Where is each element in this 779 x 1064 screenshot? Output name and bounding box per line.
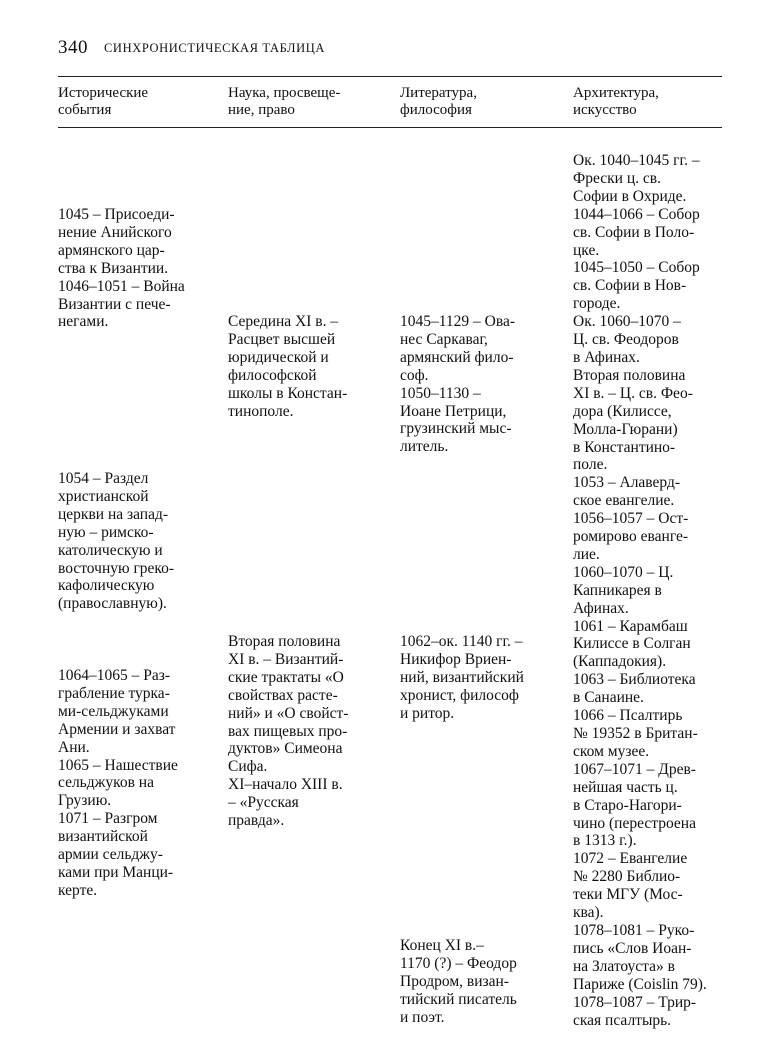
entry-line: армянский фило- xyxy=(400,348,514,366)
entry-line: Иоане Петрици, xyxy=(400,402,507,420)
entry-line: Фрески ц. св. xyxy=(573,169,661,187)
entry-line: Грузию. xyxy=(58,792,112,810)
entry-line: Вторая половина xyxy=(228,633,341,650)
entry-line: 1064–1065 – Раз- xyxy=(58,667,171,684)
entry-line: Ок. 1060–1070 – xyxy=(573,313,681,331)
entry-line: на Златоуста» в xyxy=(573,957,675,975)
entry-line: ском музее. xyxy=(573,742,650,760)
entry-line: ми-сельджуками xyxy=(58,702,169,720)
entry-line: № 19352 в Британ- xyxy=(573,725,698,742)
entry-line: 1061 – Карамбаш xyxy=(573,617,688,635)
entry-line: 1046–1051 – Война xyxy=(58,277,185,295)
entry-line: нес Саркаваг, xyxy=(400,330,488,348)
entry-line: сельджуков на xyxy=(58,774,154,792)
entry-line: ний, византийский xyxy=(400,668,524,686)
entry-line: армии сельджу- xyxy=(58,846,163,864)
entry-line: ками при Манци- xyxy=(58,863,174,881)
entry-line: Молла-Гюрани) xyxy=(573,420,678,438)
entry-line: Расцвет высшей xyxy=(228,330,336,348)
entry-line: в Санаине. xyxy=(573,689,644,707)
entry-line: в Константино- xyxy=(573,438,676,456)
entry-line: XI–начало XIII в. xyxy=(228,776,343,794)
entry-line: 1044–1066 – Собор xyxy=(573,205,700,223)
column-header-literature xyxy=(400,85,477,119)
entry-line: ромирово еванге- xyxy=(573,528,689,546)
entry-line: Середина XI в. – xyxy=(228,313,339,330)
entry-line: в 1313 г.). xyxy=(573,832,637,850)
art-entry xyxy=(573,152,707,1029)
entry-line: и поэт. xyxy=(400,1008,445,1026)
entry-line: Сифа. xyxy=(228,758,268,776)
entry-line: византийской xyxy=(58,828,148,846)
entry-line: 1045–1050 – Собор xyxy=(573,259,700,277)
entry-line: литель. xyxy=(400,438,449,456)
entry-line: ства к Византии. xyxy=(58,259,169,277)
entry-line: Никифор Вриен- xyxy=(400,650,512,668)
entry-line: 1045 – Присоеди- xyxy=(58,206,175,223)
literature-entry xyxy=(400,937,517,1027)
entry-line: св. Софии в Нов- xyxy=(573,277,687,295)
entry-line: пись «Слов Иоан- xyxy=(573,939,692,957)
entry-line: ское евангелие. xyxy=(573,492,675,510)
entry-line: юридической и xyxy=(228,348,329,366)
entry-line: (Каппадокия). xyxy=(573,653,667,671)
entry-line: Конец XI в.– xyxy=(400,937,484,954)
entry-line: Вторая половина xyxy=(573,366,686,384)
entry-line: свойствах расте- xyxy=(228,686,338,704)
column-header-history xyxy=(58,85,148,119)
entry-line: нение Анийского xyxy=(58,223,172,241)
literature-entry xyxy=(400,313,515,456)
entry-line: 1065 – Нашествие xyxy=(58,756,178,774)
column-header-line: Исторические xyxy=(58,85,149,101)
column-header-art xyxy=(573,85,659,119)
entry-line: соф. xyxy=(400,366,429,384)
entry-line: – «Русская xyxy=(228,794,299,812)
entry-line: св. Софии в Поло- xyxy=(573,223,695,241)
entry-line: керте. xyxy=(58,881,98,899)
entry-line: тийский писатель xyxy=(400,990,517,1008)
entry-line: ква). xyxy=(573,904,604,922)
entry-line: 1056–1057 – Ост- xyxy=(573,510,689,528)
entry-line: Килиссе в Солган xyxy=(573,635,691,653)
page-number: 340 xyxy=(58,37,88,58)
entry-line: Капникарея в xyxy=(573,581,662,599)
column-header-line: искусство xyxy=(573,102,637,118)
entry-line: теки МГУ (Мос- xyxy=(573,886,683,904)
entry-line: философской xyxy=(228,366,317,384)
entry-line: 1062–ок. 1140 гг. – xyxy=(400,633,523,650)
entry-line: чино (перестроена xyxy=(573,814,696,832)
entry-line: XI в. – Византий- xyxy=(228,650,344,668)
entry-line: и ритор. xyxy=(400,704,455,722)
science-entry xyxy=(228,313,347,420)
entry-line: восточную греко- xyxy=(58,559,175,577)
entry-line: 1170 (?) – Феодор xyxy=(400,954,517,972)
history-entry xyxy=(58,206,185,331)
entry-line: XI в. – Ц. св. Фео- xyxy=(573,384,693,402)
entry-line: Ок. 1040–1045 гг. – xyxy=(573,152,700,169)
entry-line: в Афинах. xyxy=(573,348,640,366)
entry-line: школы в Констан- xyxy=(228,384,348,402)
entry-line: 1063 – Библиотека xyxy=(573,671,696,689)
entry-line: 1054 – Раздел xyxy=(58,470,149,487)
literature-entry xyxy=(400,633,524,723)
entry-line: Византии с пече- xyxy=(58,295,171,313)
entry-line: 1053 – Алаверд- xyxy=(573,474,681,492)
entry-line: 1050–1130 – xyxy=(400,384,481,402)
entry-line: вах пищевых про- xyxy=(228,722,348,740)
science-entry xyxy=(228,633,348,830)
entry-line: кафолическую xyxy=(58,577,155,595)
entry-line: 1067–1071 – Древ- xyxy=(573,760,696,778)
column-header-line: Литература, xyxy=(400,85,477,101)
entry-line: христианской xyxy=(58,487,149,505)
column-header-line: философия xyxy=(400,102,472,118)
entry-line: 1071 – Разгром xyxy=(58,810,158,828)
entry-line: Продром, визан- xyxy=(400,972,509,990)
entry-line: Ани. xyxy=(58,738,90,756)
entry-line: поле. xyxy=(573,456,608,474)
entry-line: 1072 – Евангелие xyxy=(573,850,688,868)
entry-line: грузинский мыс- xyxy=(400,420,512,438)
entry-line: дуктов» Симеона xyxy=(228,740,343,758)
entry-line: Париже (Coislin 79). xyxy=(573,975,707,993)
column-header-line: Архитектура, xyxy=(573,85,659,101)
history-entry xyxy=(58,667,178,900)
entry-line: грабление турка- xyxy=(58,684,170,702)
column-header-science xyxy=(228,85,340,119)
entry-line: армянского цар- xyxy=(58,241,165,259)
entry-line: 1078–1087 – Трир- xyxy=(573,993,697,1011)
entry-line: ную – римско- xyxy=(58,523,154,541)
entry-line: 1045–1129 – Ова- xyxy=(400,313,516,330)
entry-line: № 2280 Библио- xyxy=(573,868,681,886)
entry-line: Софии в Охриде. xyxy=(573,187,687,205)
entry-line: (православную). xyxy=(58,595,167,613)
entry-line: 1078–1081 – Руко- xyxy=(573,921,695,939)
entry-line: 1066 – Псалтирь xyxy=(573,707,683,725)
entry-line: правда». xyxy=(228,812,285,830)
entry-line: дора (Килиссе, xyxy=(573,402,672,420)
column-header-line: Наука, просвеще- xyxy=(228,85,341,101)
entry-line: Ц. св. Феодоров xyxy=(573,331,679,349)
entry-line: городе. xyxy=(573,295,621,313)
entry-line: негами. xyxy=(58,313,109,331)
table-header-rule xyxy=(58,127,722,128)
column-header-line: события xyxy=(58,102,112,118)
entry-line: нейшая часть ц. xyxy=(573,778,678,796)
entry-line: католическую и xyxy=(58,541,163,559)
entry-line: Армении и захват xyxy=(58,720,176,738)
entry-line: ские трактаты «О xyxy=(228,668,344,686)
column-header-line: ние, право xyxy=(228,102,295,118)
entry-line: тинополе. xyxy=(228,402,294,420)
running-title: СИНХРОНИСТИЧЕСКАЯ ТАБЛИЦА xyxy=(104,41,325,55)
entry-line: цке. xyxy=(573,241,600,259)
entry-line: в Старо-Нагори- xyxy=(573,796,682,814)
history-entry xyxy=(58,470,174,613)
table-top-rule xyxy=(58,76,722,77)
entry-line: хронист, философ xyxy=(400,686,519,704)
entry-line: ская псалтырь. xyxy=(573,1011,672,1029)
entry-line: ний» и «О свойст- xyxy=(228,704,349,722)
entry-line: лие. xyxy=(573,545,600,563)
entry-line: церкви на запад- xyxy=(58,505,169,523)
entry-line: 1060–1070 – Ц. xyxy=(573,563,674,581)
entry-line: Афинах. xyxy=(573,599,629,617)
